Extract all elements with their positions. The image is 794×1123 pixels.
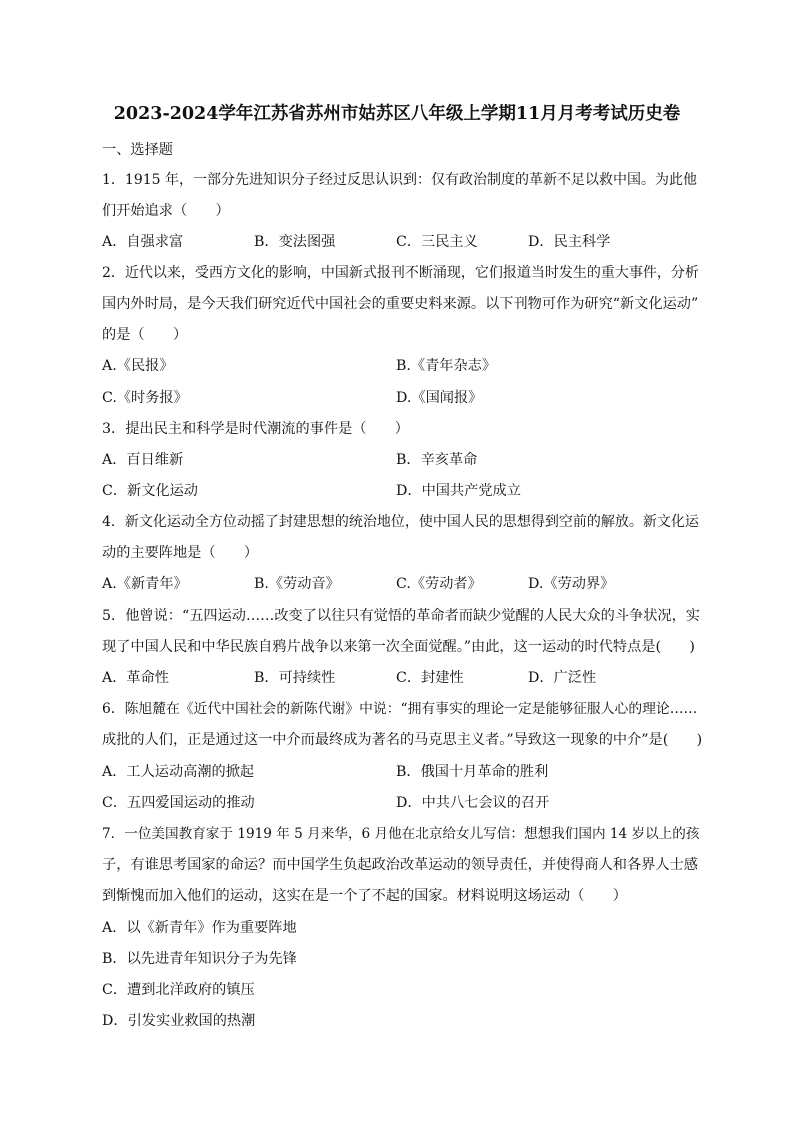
q1-option-d: D．民主科学 [528, 234, 611, 250]
q7-option-d: D．引发实业救国的热潮 [102, 1013, 256, 1029]
q1-option-a: A．自强求富 [102, 234, 184, 250]
q6-option-c: C．五四爱国运动的推动 [102, 795, 255, 811]
q7-option-c: C．遭到北洋政府的镇压 [102, 982, 255, 998]
q2-line-3: 的是（ ） [102, 327, 188, 343]
q4-option-d: D.《劳动界》 [528, 576, 615, 592]
q5-option-d: D．广泛性 [528, 670, 597, 686]
q3-option-c: C．新文化运动 [102, 483, 198, 499]
q3-option-b: B．辛亥革命 [396, 452, 478, 468]
q2-line-2: 国内外时局，是今天我们研究近代中国社会的重要史料来源。以下刊物可作为研究“新文化运动” [102, 296, 699, 312]
q1-option-b: B．变法图强 [254, 234, 336, 250]
q3-line-1: 3．提出民主和科学是时代潮流的事件是（ ） [102, 421, 409, 437]
q4-option-a: A.《新青年》 [102, 576, 188, 592]
q1-option-c: C．三民主义 [396, 234, 478, 250]
q5-option-a: A．革命性 [102, 670, 169, 686]
q7-line-2: 子，有谁思考国家的命运？而中国学生负起政治改革运动的领导责任，并使得商人和各界人士感 [102, 857, 698, 873]
section-heading: 一、选择题 [102, 142, 173, 158]
q6-line-1: 6．陈旭麓在《近代中国社会的新陈代谢》中说：“拥有事实的理论一定是能够征服人心的理论…… [102, 701, 698, 717]
q2-option-b: B.《青年杂志》 [396, 358, 497, 374]
q2-option-c: C.《时务报》 [102, 390, 188, 406]
q7-line-3: 到惭愧而加入他们的运动，这实在是一个了不起的国家。材料说明这场运动（ ） [102, 888, 627, 904]
q4-option-c: C.《劳动者》 [396, 576, 482, 592]
q1-line-2: 们开始追求（ ） [102, 203, 230, 219]
q3-option-a: A．百日维新 [102, 452, 184, 468]
q6-option-a: A．工人运动高潮的掀起 [102, 764, 255, 780]
q1-line-1: 1．1915 年，一部分先进知识分子经过反思认识到：仅有政治制度的革新不足以救中国。为此他 [102, 172, 697, 188]
q5-option-c: C．封建性 [396, 670, 464, 686]
q4-line-2: 动的主要阵地是（ ） [102, 545, 259, 561]
q6-line-2: 成批的人们，正是通过这一中介而最终成为著名的马克思主义者。”导致这一现象的中介”是( ) [102, 732, 703, 748]
q6-option-b: B．俄国十月革命的胜利 [396, 764, 549, 780]
q2-option-a: A.《民报》 [102, 358, 174, 374]
q4-option-b: B.《劳动音》 [254, 576, 340, 592]
q3-option-d: D．中国共产党成立 [396, 483, 521, 499]
q5-option-b: B．可持续性 [254, 670, 336, 686]
q7-option-b: B．以先进青年知识分子为先锋 [102, 951, 297, 967]
q2-line-1: 2．近代以来，受西方文化的影响，中国新式报刊不断涌现，它们报道当时发生的重大事件，分析 [102, 265, 699, 281]
q5-line-1: 5．他曾说：“五四运动……改变了以往只有觉悟的革命者而缺少觉醒的人民大众的斗争状况，实 [102, 608, 700, 624]
q2-option-d: D.《国闻报》 [396, 390, 483, 406]
q7-line-1: 7．一位美国教育家于 1919 年 5 月来华，6 月他在北京给女儿写信：想想我们国内 14 岁以上的孩 [102, 826, 700, 842]
page-title: 2023-2024学年江苏省苏州市姑苏区八年级上学期11月月考考试历史卷 [113, 104, 681, 124]
q5-line-2: 现了中国人民和中华民族自鸦片战争以来第一次全面觉醒。”由此，这一运动的时代特点是( ) [102, 639, 695, 655]
q7-option-a: A．以《新青年》作为重要阵地 [102, 920, 297, 936]
q4-line-1: 4．新文化运动全方位动摇了封建思想的统治地位，使中国人民的思想得到空前的解放。新文化运 [102, 514, 699, 530]
q6-option-d: D．中共八七会议的召开 [396, 795, 550, 811]
